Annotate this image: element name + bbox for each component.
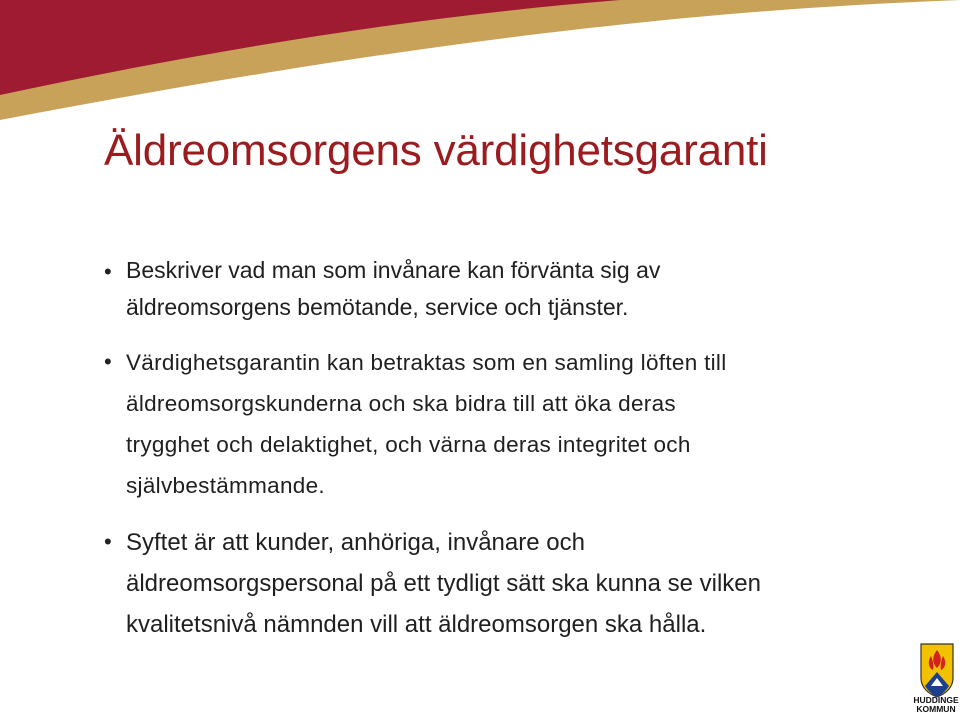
bullet-text-line: självbestämmande. bbox=[126, 473, 325, 498]
bullet-list bbox=[104, 252, 904, 661]
bullet-text-line: äldreomsorgskunderna och ska bidra till att öka deras bbox=[126, 391, 676, 416]
list-item bbox=[104, 522, 904, 645]
bullet-text-line: Beskriver vad man som invånare kan förvänta sig av bbox=[126, 257, 661, 283]
logo-text-line1: HUDDINGE bbox=[913, 695, 959, 705]
bullet-marker: • bbox=[104, 529, 112, 554]
page-title: Äldreomsorgens värdighetsgaranti bbox=[104, 126, 768, 175]
bullet-text-line: Värdighetsgarantin kan betraktas som en samling löften till bbox=[126, 350, 727, 375]
bullet-text-line: äldreomsorgens bemötande, service och tjänster. bbox=[126, 294, 629, 320]
header-banner bbox=[0, 0, 960, 130]
bullet-text-line: Syftet är att kunder, anhöriga, invånare och bbox=[126, 529, 585, 556]
logo-text-line2: KOMMUN bbox=[916, 704, 956, 714]
list-item bbox=[104, 252, 904, 326]
bullet-text-line: kvalitetsnivå nämnden vill att äldreomsorgen ska hålla. bbox=[126, 611, 707, 638]
bullet-marker: • bbox=[104, 349, 112, 374]
bullet-text-line: trygghet och delaktighet, och värna deras integritet och bbox=[126, 432, 691, 457]
bullet-text-line: äldreomsorgspersonal på ett tydligt sätt ska kunna se vilken bbox=[126, 570, 762, 597]
list-item bbox=[104, 342, 904, 506]
bullet-marker: • bbox=[104, 259, 112, 284]
